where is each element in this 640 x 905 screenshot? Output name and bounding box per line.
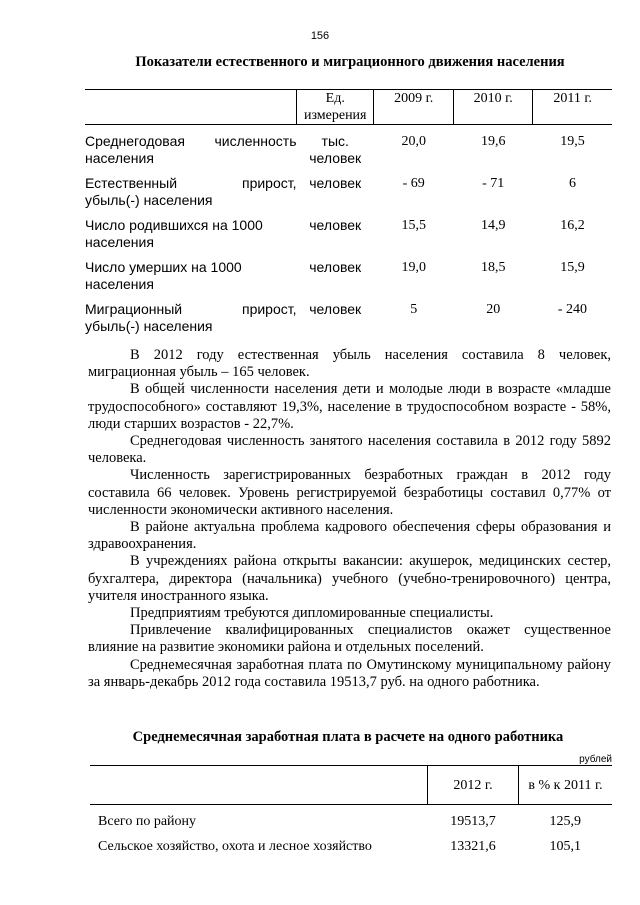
row-label-part: населения [85, 150, 154, 166]
paragraph: В учреждениях района открыты вакансии: акушерок, медицинских сестер, бухгалтера, директора (начальника) учебного (учебно-тренировочного) центра, учителя иностранного языка. [88, 553, 611, 604]
row-label-part: населения [85, 276, 154, 292]
header-2012: 2012 г. [428, 766, 519, 805]
row-label [85, 251, 297, 293]
row-label [85, 125, 297, 168]
header-2011: 2011 г. [533, 90, 612, 125]
table-row [85, 209, 612, 251]
value-2011: 15,9 [560, 260, 585, 275]
row-unit: тыс. человек [309, 133, 362, 166]
table-row [85, 251, 612, 293]
value-2011: 16,2 [560, 218, 585, 233]
header-empty [90, 766, 428, 805]
value-pct: 125,9 [549, 814, 581, 829]
row-label [85, 167, 297, 209]
row-label-part: Число умерших на 1000 [85, 259, 242, 275]
row-label: Сельское хозяйство, охота и лесное хозяйство [98, 839, 372, 854]
table-header-row [90, 766, 612, 805]
row-label-part: населения [85, 234, 154, 250]
table-row [90, 830, 612, 855]
body-text [88, 347, 611, 691]
value-2012: 19513,7 [450, 814, 496, 829]
value-2009: 20,0 [401, 134, 426, 149]
value-2010: 14,9 [480, 218, 506, 233]
value-2009: 5 [410, 302, 418, 317]
population-table [85, 89, 612, 335]
table1-title: Показатели естественного и миграционного движения населения [135, 54, 565, 70]
table-header-row [85, 90, 612, 125]
salary-table [90, 755, 612, 855]
row-unit: человек [309, 175, 362, 191]
paragraph: Численность зарегистрированных безработных граждан в 2012 году составила 66 человек. Уровень регистрируемой безработицы составил 0,77% от численности экономически активного населения. [88, 467, 611, 518]
paragraph: В районе актуальна проблема кадрового обеспечения сферы образования и здравоохранения. [88, 519, 611, 553]
header-unit: Ед. измерения [297, 90, 374, 125]
header-pct-2011: в % к 2011 г. [519, 766, 613, 805]
row-label-part: Среднегодовая [85, 133, 185, 149]
row-label: Всего по району [98, 814, 197, 829]
value-2012: 13321,6 [450, 839, 496, 854]
value-pct: 105,1 [549, 839, 581, 854]
row-unit: человек [309, 301, 362, 317]
row-label-part: Число родившихся на 1000 [85, 217, 263, 233]
paragraph: Предприятиям требуются дипломированные специалисты. [130, 605, 494, 622]
table-row [85, 293, 612, 335]
table-row [90, 805, 612, 831]
page-number: 156 [310, 30, 330, 42]
paragraph: Среднемесячная заработная плата по Омутинскому муниципальному району за январь-декабрь 2012 года составила 19513,7 руб. на одного работника. [88, 656, 611, 690]
paragraph: Привлечение квалифицированных специалистов окажет существенное влияние на развитие экономики района и отдельных поселений. [88, 622, 611, 656]
row-label-part: Миграционный [85, 301, 183, 317]
header-empty [85, 90, 297, 125]
value-2009: 15,5 [401, 218, 426, 233]
row-label-part: убыль(-) населения [85, 192, 213, 208]
value-2010: 18,5 [480, 260, 506, 275]
value-2010: 20 [486, 302, 501, 317]
row-label [85, 293, 297, 335]
paragraph: В 2012 году естественная убыль населения составила 8 человек, миграционная убыль – 165 человек. [88, 347, 611, 381]
value-2009: - 69 [402, 176, 425, 191]
value-2011: 6 [568, 176, 576, 191]
value-2010: - 71 [482, 176, 505, 191]
value-2011: - 240 [557, 302, 588, 317]
value-2010: 19,6 [480, 134, 506, 149]
row-label-part: численность [214, 133, 297, 149]
table-row [85, 125, 612, 168]
header-2009: 2009 г. [374, 90, 454, 125]
table-row [85, 167, 612, 209]
table2-title: Среднемесячная заработная плата в расчете на одного работника [132, 729, 564, 745]
value-2011: 19,5 [560, 134, 585, 149]
row-label-part: убыль(-) населения [85, 318, 213, 334]
row-label-part: Естественный [85, 175, 178, 191]
value-2009: 19,0 [401, 260, 426, 275]
row-label-part: прирост, [241, 301, 297, 317]
paragraph: В общей численности населения дети и молодые люди в возрасте «младше трудоспособного» составляют 19,3%, население в трудоспособном возрасте - 58%, люди старших возрастов - 22,7%. [88, 381, 611, 432]
row-label-part: прирост, [241, 175, 297, 191]
paragraph: Среднегодовая численность занятого населения составила в 2012 году 5892 человека. [88, 433, 611, 467]
header-2010: 2010 г. [453, 90, 533, 125]
row-unit: человек [309, 259, 362, 275]
row-unit: человек [309, 217, 362, 233]
unit-note: рублей [579, 754, 612, 765]
row-label [85, 209, 297, 251]
